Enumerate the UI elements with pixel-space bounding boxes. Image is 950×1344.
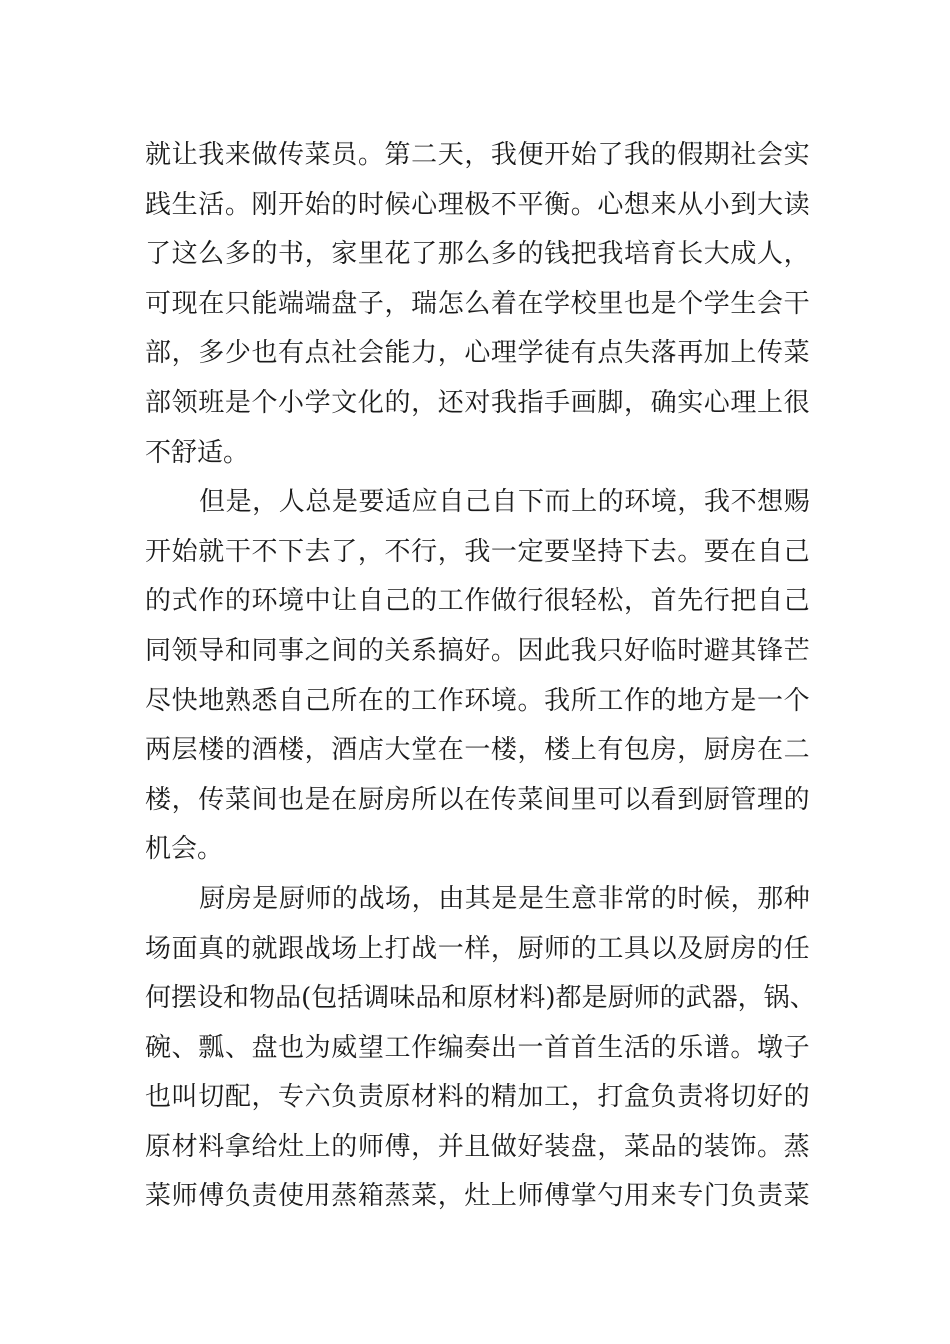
text-line: 也 叫 切 配 ， 专 六 负 责 原 材 料 的 精 加 工 ， 打 盒 负 责 将 切 好 的 bbox=[145, 1082, 810, 1113]
text-line: 可 现 在 只 能 端 端 盘 子 ， 瑞 怎 么 着 在 学 校 里 也 是 个 学 生 会 干 bbox=[145, 288, 810, 319]
text-line: 尽 快 地 熟 悉 自 己 所 在 的 工 作 环 境 。 我 所 工 作 的 地 方 是 一 个 bbox=[145, 685, 810, 716]
text-line: 场 面 真 的 就 跟 战 场 上 打 战 一 样 ， 厨 师 的 工 具 以 及 厨 房 的 任 bbox=[145, 933, 810, 964]
text-line: 但 是 ， 人 总 是 要 适 应 自 己 自 下 而 上 的 环 境 ， 我 不 想 赐 bbox=[199, 487, 810, 518]
text-line: 原 材 料 拿 给 灶 上 的 师 傅 ， 并 且 做 好 装 盘 ， 菜 品 的 装 饰 。 蒸 bbox=[145, 1131, 810, 1162]
text-line: 践 生 活 。 刚 开 始 的 时 候 心 理 极 不 平 衡 。 心 想 来 从 小 到 大 读 bbox=[145, 189, 810, 220]
text-line: 不舒适。 bbox=[145, 437, 250, 468]
text-line: 部 ， 多 少 也 有 点 社 会 能 力 ， 心 理 学 徒 有 点 失 落 再 加 上 传 菜 bbox=[145, 338, 810, 369]
text-line: 了 这 么 多 的 书 ， 家 里 花 了 那 么 多 的 钱 把 我 培 育 长 大 成 人 ， bbox=[145, 239, 810, 270]
text-line: 菜 师 傅 负 责 使 用 蒸 箱 蒸 菜 ， 灶 上 师 傅 掌 勺 用 来 专 门 负 责 菜 bbox=[145, 1181, 810, 1212]
text-line: 同 领 导 和 同 事 之 间 的 关 系 搞 好 。 因 此 我 只 好 临 时 避 其 锋 芒 bbox=[145, 635, 810, 666]
text-line: 何 摆 设 和 物 品 ( 包 括 调 味 品 和 原 材 料 ) 都 是 厨 师 的 武 器 ， 锅 、 bbox=[145, 983, 816, 1014]
text-line: 厨 房 是 厨 师 的 战 场 ， 由 其 是 是 生 意 非 常 的 时 候 ， 那 种 bbox=[199, 883, 810, 914]
text-line: 机会。 bbox=[145, 834, 224, 865]
text-line: 碗 、 瓢 、 盘 也 为 威 望 工 作 编 奏 出 一 首 首 生 活 的 乐 谱 。 墩 子 bbox=[145, 1032, 810, 1063]
text-line: 就 让 我 来 做 传 菜 员 。 第 二 天 ， 我 便 开 始 了 我 的 假 期 社 会 实 bbox=[145, 140, 810, 170]
text-line: 的 式 作 的 环 境 中 让 自 己 的 工 作 做 行 很 轻 松 ， 首 先 行 把 自 己 bbox=[145, 586, 810, 617]
text-line: 部 领 班 是 个 小 学 文 化 的 ， 还 对 我 指 手 画 脚 ， 确 实 心 理 上 很 bbox=[145, 387, 810, 418]
text-line: 开 始 就 干 不 下 去 了 ， 不 行 ， 我 一 定 要 坚 持 下 去 。 要 在 自 己 bbox=[145, 536, 810, 567]
body-text bbox=[145, 131, 816, 1222]
text-line: 楼 ， 传 菜 间 也 是 在 厨 房 所 以 在 传 菜 间 里 可 以 看 到 厨 管 理 的 bbox=[145, 784, 810, 815]
text-line: 两 层 楼 的 酒 楼 ， 酒 店 大 堂 在 一 楼 ， 楼 上 有 包 房 ， 厨 房 在 二 bbox=[145, 735, 810, 766]
